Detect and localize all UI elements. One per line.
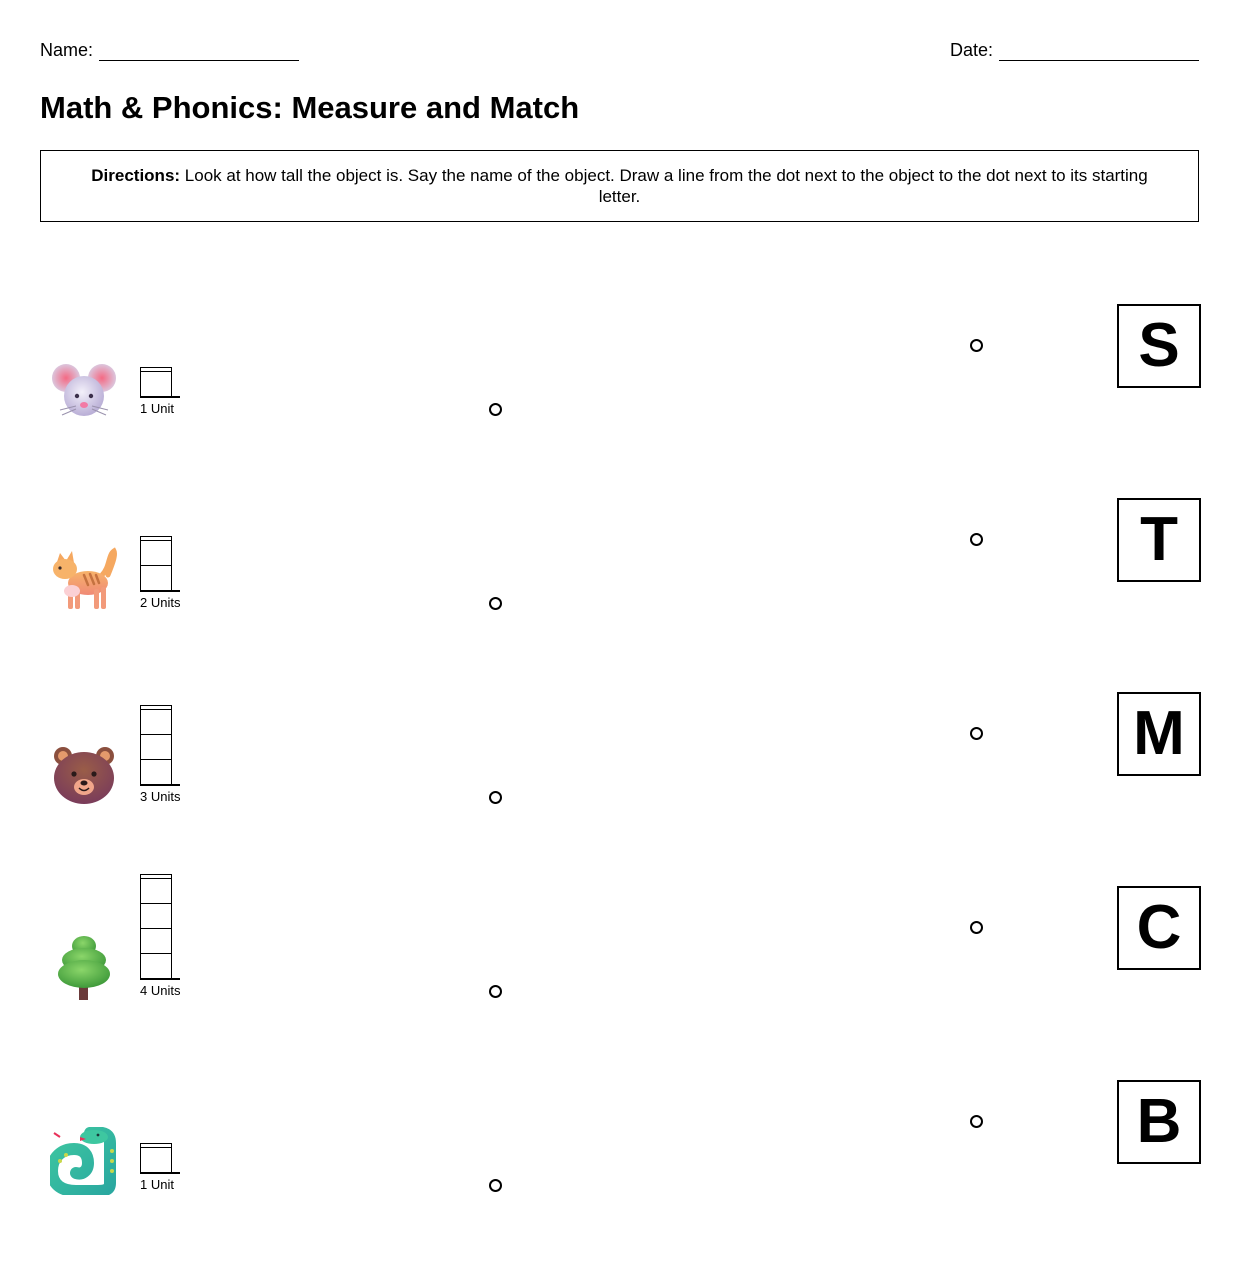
date-field bbox=[950, 40, 1199, 61]
unit-stack-3 bbox=[140, 705, 180, 804]
unit-label: 4 Units bbox=[140, 983, 181, 998]
letter-dot-b[interactable] bbox=[970, 1115, 983, 1128]
letter-box-b: B bbox=[1117, 1080, 1201, 1164]
cat-icon bbox=[50, 545, 118, 613]
letter-box-c: C bbox=[1117, 886, 1201, 970]
letter-box-s: S bbox=[1117, 304, 1201, 388]
letter-box-t: T bbox=[1117, 498, 1201, 582]
unit-label: 3 Units bbox=[140, 789, 181, 804]
directions-box bbox=[40, 150, 1199, 222]
tree-icon bbox=[50, 934, 118, 1002]
object-dot-cat[interactable] bbox=[489, 597, 502, 610]
page-title: Math & Phonics: Measure and Match bbox=[40, 90, 580, 125]
object-dot-tree[interactable] bbox=[489, 985, 502, 998]
name-input-line[interactable] bbox=[99, 44, 299, 61]
directions-text: Look at how tall the object is. Say the name of the object. Draw a line from the dot next to the object to the dot next to its starting letter. bbox=[180, 166, 1148, 206]
letter-dot-m[interactable] bbox=[970, 727, 983, 740]
unit-stack-4 bbox=[140, 874, 180, 998]
date-input-line[interactable] bbox=[999, 44, 1199, 61]
letter-dot-t[interactable] bbox=[970, 533, 983, 546]
snake-icon bbox=[50, 1127, 118, 1195]
unit-label: 1 Unit bbox=[140, 1177, 174, 1192]
letter-box-m: M bbox=[1117, 692, 1201, 776]
mouse-face-icon bbox=[50, 358, 118, 426]
name-label: Name: bbox=[40, 40, 94, 60]
unit-stack-5 bbox=[140, 1143, 180, 1192]
unit-label: 1 Unit bbox=[140, 401, 174, 416]
name-field bbox=[40, 40, 299, 61]
unit-stack-2 bbox=[140, 536, 180, 610]
date-label: Date: bbox=[950, 40, 994, 60]
letter-dot-s[interactable] bbox=[970, 339, 983, 352]
object-dot-mouse[interactable] bbox=[489, 403, 502, 416]
unit-stack-1 bbox=[140, 367, 180, 416]
unit-label: 2 Units bbox=[140, 595, 181, 610]
letter-dot-c[interactable] bbox=[970, 921, 983, 934]
directions-label: Directions: bbox=[91, 166, 181, 185]
object-dot-snake[interactable] bbox=[489, 1179, 502, 1192]
bear-face-icon bbox=[50, 742, 118, 810]
object-dot-bear[interactable] bbox=[489, 791, 502, 804]
